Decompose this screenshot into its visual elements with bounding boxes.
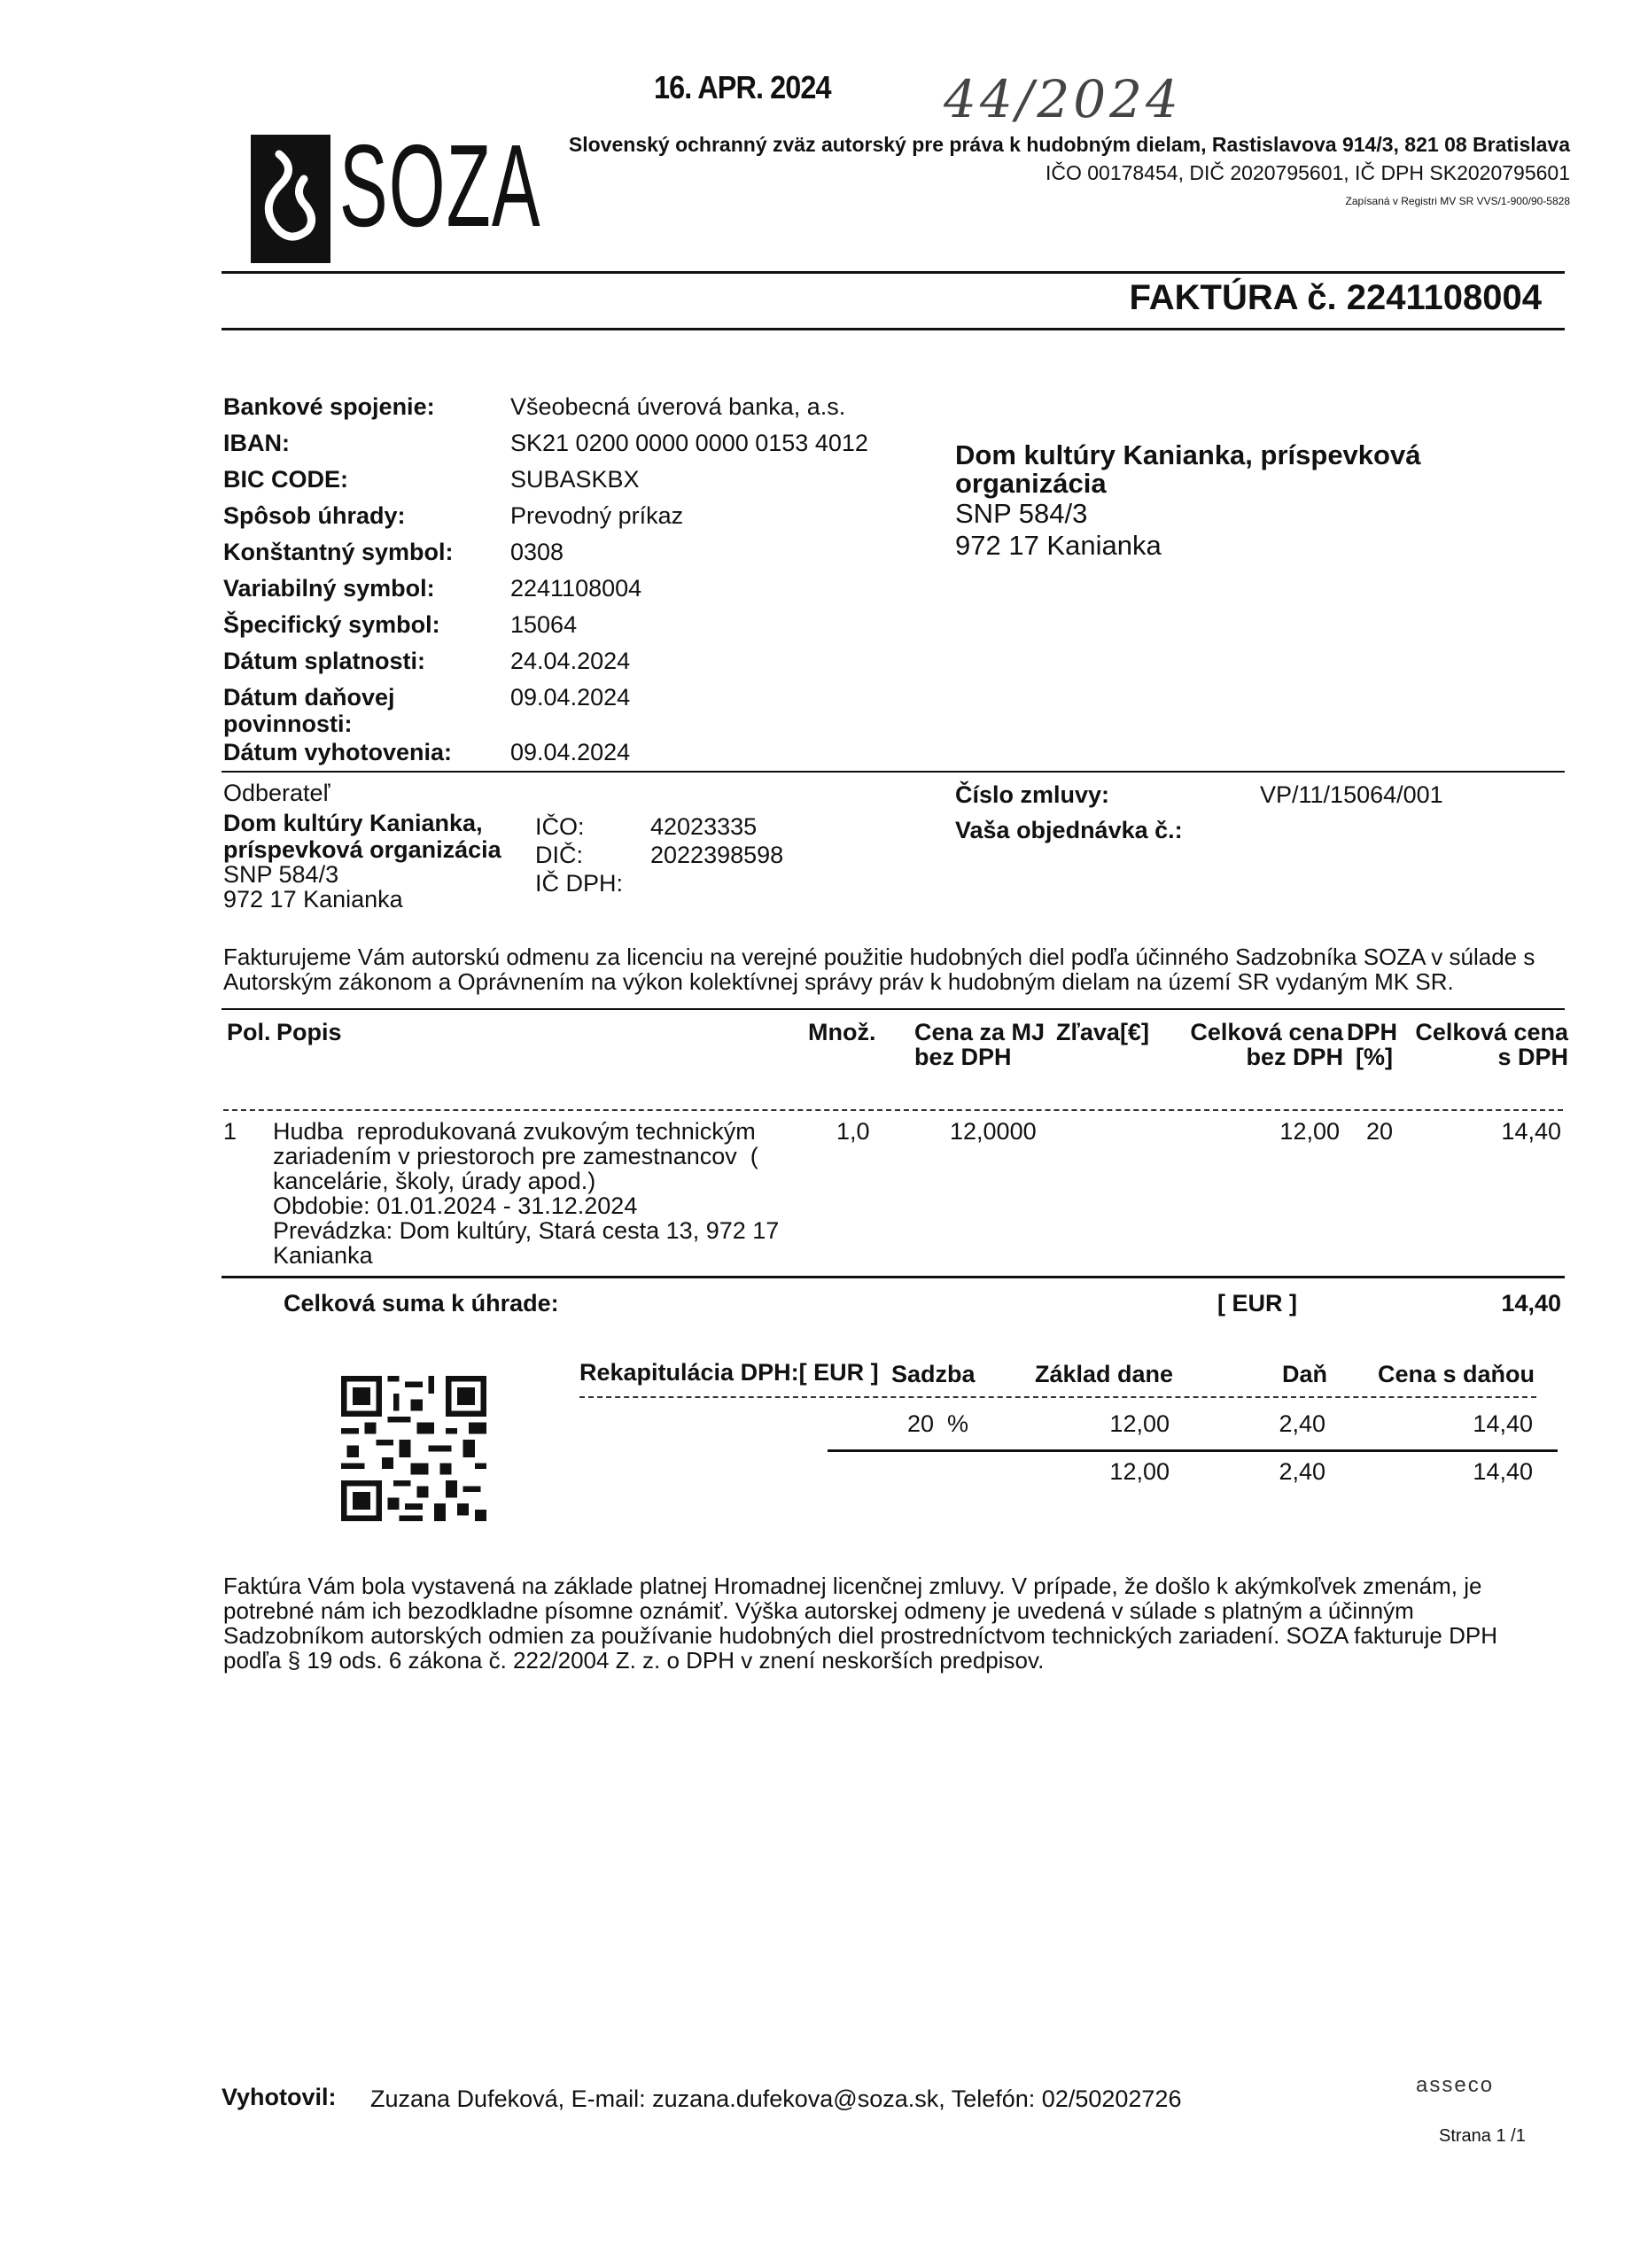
vat-header-dash	[579, 1396, 1536, 1398]
bank-label-7: Dátum splatnosti:	[223, 648, 426, 674]
vat-sum-dan: 2,40	[1279, 1458, 1325, 1485]
row-popis-6: Kanianka	[273, 1242, 373, 1269]
total-currency: [ EUR ]	[1217, 1290, 1297, 1317]
intro-text-line2: Autorským zákonom a Oprávnením na výkon kolektívnej správy práv k hudobným dielam na území SR vydaným MK SR.	[223, 968, 1454, 995]
notice-line1: Faktúra Vám bola vystavená na základe platnej Hromadnej licenčnej zmluvy. V prípade, že došlo k akýmkoľvek zmenám, je	[223, 1573, 1482, 1599]
bank-label-4: Konštantný symbol:	[223, 539, 454, 565]
bank-label-0: Bankové spojenie:	[223, 393, 435, 420]
recipient-street: SNP 584/3	[955, 498, 1088, 529]
handwritten-reference: 44/2024	[944, 69, 1182, 129]
bank-label-9: Dátum vyhotovenia:	[223, 739, 453, 765]
bank-value-3: Prevodný príkaz	[510, 502, 684, 529]
row-popis-2: zariadením v priestoroch pre zamestnancov (	[273, 1143, 758, 1169]
bank-value-1: SK21 0200 0000 0000 0153 4012	[510, 430, 868, 456]
vat-col-zaklad: Základ dane	[1035, 1361, 1174, 1387]
row-popis-5: Prevádzka: Dom kultúry, Stará cesta 13, 972 17	[273, 1217, 780, 1244]
header-rule-top	[222, 271, 1565, 274]
soza-logo-mark-icon	[251, 135, 330, 263]
invoice-title: FAKTÚRA č. 2241108004	[1129, 278, 1542, 317]
order-label: Vaša objednávka č.:	[955, 817, 1183, 843]
bank-label-1: IBAN:	[223, 430, 290, 456]
items-header-rule	[222, 1008, 1565, 1010]
page-number: Strana 1 /1	[1439, 2126, 1526, 2146]
buyer-section-rule	[222, 771, 1565, 773]
vat-sum-cena: 14,40	[1473, 1458, 1533, 1485]
buyer-name-line2: príspevková organizácia	[223, 836, 501, 863]
col-pol: Pol.	[227, 1019, 271, 1045]
payment-qr-code	[330, 1364, 498, 1533]
col-celk-bez-1: Celková cena	[1190, 1019, 1343, 1045]
bank-value-6: 15064	[510, 611, 578, 638]
buyer-icdph-label: IČ DPH:	[535, 870, 624, 897]
row-dph: 20	[1366, 1118, 1394, 1145]
vat-sum-zaklad: 12,00	[1109, 1458, 1170, 1485]
buyer-dic: 2022398598	[650, 842, 784, 868]
notice-line2: potrebné nám ich bezodkladne písomne oznámiť. Výška autorskej odmeny je uvedená v súlade s platným a účinným	[223, 1597, 1414, 1624]
intro-text-line1: Fakturujeme Vám autorskú odmenu za licenciu na verejné použitie hudobných diel podľa účinného Sadzobníka SOZA v súlade s	[223, 944, 1535, 970]
col-celk-s-1: Celková cena	[1415, 1019, 1568, 1045]
bank-value-0: Všeobecná úverová banka, a.s.	[510, 393, 846, 420]
notice-line3: Sadzobníkom autorských odmien za používanie hudobných diel prostredníctvom technických zariadení. SOZA fakturuje DPH	[223, 1622, 1497, 1649]
organization-address: Slovenský ochranný zväz autorský pre práva k hudobným dielam, Rastislavova 914/3, 821 08 Bratislava	[568, 133, 1570, 156]
total-label: Celková suma k úhrade:	[284, 1290, 559, 1317]
buyer-city: 972 17 Kanianka	[223, 886, 403, 913]
issued-by-value: Zuzana Dufeková, E-mail: zuzana.dufekova@soza.sk, Telefón: 02/50202726	[370, 2085, 1182, 2112]
vat-col-cena: Cena s daňou	[1377, 1361, 1535, 1387]
row-celk-s: 14,40	[1501, 1118, 1561, 1145]
issued-by-label: Vyhotovil:	[222, 2084, 337, 2110]
buyer-name-line1: Dom kultúry Kanianka,	[223, 810, 483, 836]
asseco-logo: asseco	[1416, 2073, 1495, 2097]
notice-line4: podľa § 19 ods. 6 zákona č. 222/2004 Z. z. o DPH v znení neskorších predpisov.	[223, 1647, 1045, 1674]
row-popis-4: Obdobie: 01.01.2024 - 31.12.2024	[273, 1192, 638, 1219]
recipient-name-line2: organizácia	[955, 468, 1107, 499]
col-mnoz: Množ.	[808, 1019, 876, 1045]
bank-label-5: Variabilný symbol:	[223, 575, 435, 602]
received-date-stamp: 16. APR. 2024	[654, 69, 831, 105]
bank-label-2: BIC CODE:	[223, 466, 348, 493]
vat-row-zaklad: 12,00	[1109, 1410, 1170, 1437]
buyer-dic-label: DIČ:	[535, 842, 583, 868]
row-celk-bez: 12,00	[1279, 1118, 1340, 1145]
contract-number: VP/11/15064/001	[1260, 781, 1443, 808]
row-popis-1: Hudba reprodukovaná zvukovým technickým	[273, 1118, 756, 1145]
bank-value-8: 09.04.2024	[510, 684, 631, 711]
col-celk-s-2: s DPH	[1497, 1044, 1568, 1070]
total-rule	[222, 1276, 1565, 1278]
total-amount: 14,40	[1501, 1290, 1561, 1317]
buyer-label: Odberateľ	[223, 780, 330, 806]
bank-value-5: 2241108004	[510, 575, 642, 602]
bank-value-4: 0308	[510, 539, 564, 565]
bank-label-6: Špecifický symbol:	[223, 611, 440, 638]
vat-row-cena: 14,40	[1473, 1410, 1533, 1437]
registry-note: Zapísaná v Registri MV SR VVS/1-900/90-5828	[1345, 195, 1570, 207]
row-pol: 1	[223, 1118, 237, 1145]
buyer-ico-label: IČO:	[535, 813, 585, 840]
items-header-dash	[223, 1109, 1563, 1111]
row-mnoz: 1,0	[836, 1118, 870, 1145]
col-celk-bez-2: bez DPH	[1246, 1044, 1343, 1070]
soza-logo	[251, 120, 541, 266]
recipient-city: 972 17 Kanianka	[955, 530, 1162, 561]
col-cena-mj-2: bez DPH	[914, 1044, 1012, 1070]
col-cena-mj-1: Cena za MJ	[914, 1019, 1046, 1045]
col-dph-1: DPH	[1347, 1019, 1398, 1045]
col-popis: Popis	[276, 1019, 342, 1045]
buyer-ico: 42023335	[650, 813, 758, 840]
buyer-street: SNP 584/3	[223, 861, 339, 888]
bank-value-2: SUBASKBX	[510, 466, 640, 493]
vat-row-dan: 2,40	[1279, 1410, 1325, 1437]
bank-value-9: 09.04.2024	[510, 739, 631, 765]
col-dph-2: [%]	[1356, 1044, 1393, 1070]
qr-code-icon	[330, 1364, 498, 1533]
vat-sum-rule	[828, 1449, 1558, 1452]
vat-col-dan: Daň	[1281, 1361, 1327, 1387]
vat-row-sadzba: 20 %	[907, 1410, 969, 1437]
bank-value-7: 24.04.2024	[510, 648, 631, 674]
vat-col-sadzba: Sadzba	[891, 1361, 976, 1387]
bank-label-8: Dátum daňovej povinnosti:	[223, 684, 395, 738]
col-zlava: Zľava[€]	[1056, 1019, 1149, 1045]
contract-label: Číslo zmluvy:	[955, 781, 1110, 808]
header-rule-bottom	[222, 328, 1565, 330]
row-popis-3: kancelárie, školy, úrady apod.)	[273, 1168, 596, 1194]
organization-ids: IČO 00178454, DIČ 2020795601, IČ DPH SK2020795601	[1045, 161, 1570, 184]
vat-recap-title: Rekapitulácia DPH:[ EUR ]	[579, 1359, 879, 1386]
bank-label-3: Spôsob úhrady:	[223, 502, 406, 529]
row-cena-mj: 12,0000	[950, 1118, 1037, 1145]
recipient-name-line1: Dom kultúry Kanianka, príspevková	[955, 439, 1421, 470]
soza-logo-text: SOZA	[339, 120, 541, 251]
